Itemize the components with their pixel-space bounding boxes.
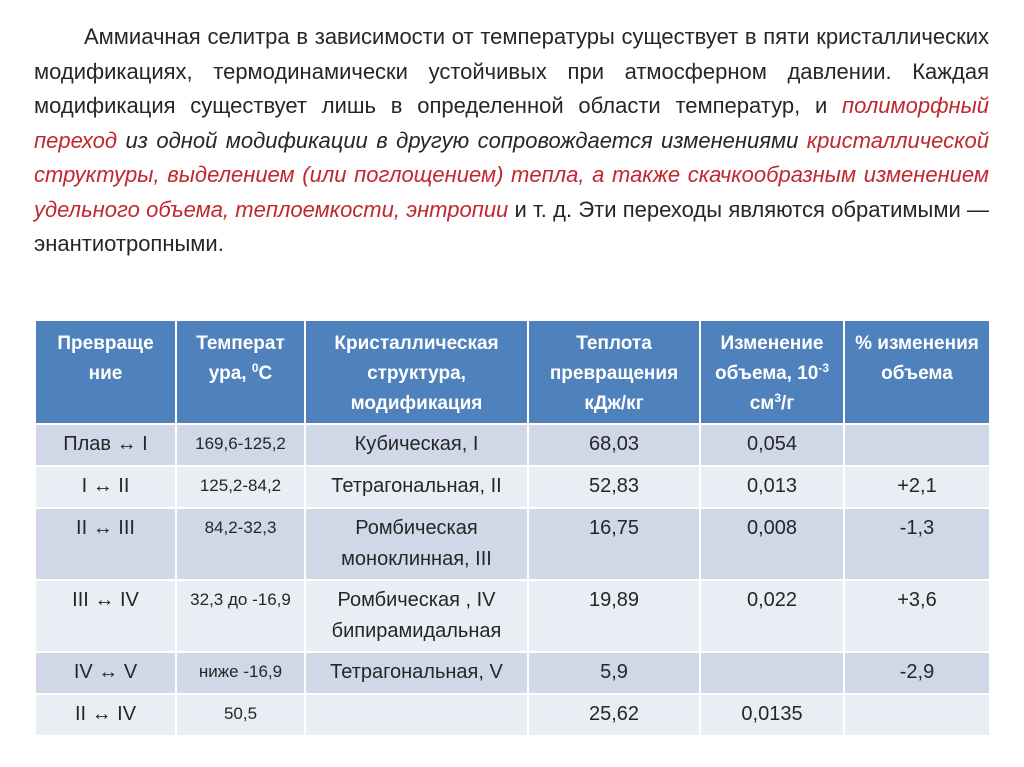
cell-structure: Тетрагональная, V <box>305 652 528 694</box>
cell-transition: II ↔ IV <box>35 694 176 736</box>
cell-volume: 0,054 <box>700 424 844 466</box>
header-transition: Превраще ние <box>35 320 176 424</box>
highlight-changes: кристаллической структуры, выделением (или поглощением) тепла, а также скачкообразным изменением удельного объема, теплоемкости, энтропии <box>34 127 989 222</box>
paragraph-text-1: Аммиачная селитра в зависимости от температуры существует в пяти кристаллических модификациях, термодинамически устойчивых при атмосферном давлении. Каждая модификация существует лишь в определенной области температур, и <box>34 24 989 118</box>
cell-volume <box>700 652 844 694</box>
cell-structure: Кубическая, I <box>305 424 528 466</box>
cell-transition: Плав ↔ I <box>35 424 176 466</box>
cell-transition: I ↔ II <box>35 466 176 508</box>
cell-percent: -2,9 <box>844 652 990 694</box>
cell-percent: +3,6 <box>844 580 990 652</box>
table-row <box>35 424 990 466</box>
cell-percent <box>844 694 990 736</box>
header-structure: Кристаллическая структура, модификация <box>305 320 528 424</box>
cell-transition: II ↔ III <box>35 508 176 580</box>
highlight-polymorphic-transition: полиморфный переход <box>34 93 989 153</box>
cell-temperature: 125,2-84,2 <box>176 466 305 508</box>
intro-paragraph <box>34 20 989 262</box>
cell-temperature: ниже -16,9 <box>176 652 305 694</box>
table-row <box>35 694 990 736</box>
header-temperature: Температ ура, $^0$C <box>176 320 305 424</box>
cell-temperature: 169,6-125,2 <box>176 424 305 466</box>
cell-structure: Ромбическая моноклинная, III <box>305 508 528 580</box>
cell-structure: Тетрагональная, II <box>305 466 528 508</box>
cell-volume: 0,022 <box>700 580 844 652</box>
header-percent-change: % изменения объема <box>844 320 990 424</box>
cell-percent: +2,1 <box>844 466 990 508</box>
table-row <box>35 466 990 508</box>
cell-volume: 0,008 <box>700 508 844 580</box>
table-row <box>35 652 990 694</box>
transitions-table <box>34 319 991 737</box>
cell-temperature: 84,2-32,3 <box>176 508 305 580</box>
cell-volume: 0,013 <box>700 466 844 508</box>
cell-temperature: 32,3 до -16,9 <box>176 580 305 652</box>
cell-heat: 68,03 <box>528 424 700 466</box>
table-header-row <box>35 320 990 424</box>
cell-structure: Ромбическая , IV бипирамидальная <box>305 580 528 652</box>
cell-transition: IV ↔ V <box>35 652 176 694</box>
cell-heat: 5,9 <box>528 652 700 694</box>
header-volume-change: Изменение объема, $10^{-3}$ $см^3/г$ <box>700 320 844 424</box>
paragraph-text-3: и т. д. Эти переходы являются обратимыми — энантиотропными. <box>34 196 989 256</box>
cell-transition: III ↔ IV <box>35 580 176 652</box>
paragraph-text-2: из одной модификации в другую сопровождается изменениями <box>117 127 807 153</box>
header-heat: Теплота превращения кДж/кг <box>528 320 700 424</box>
cell-percent: -1,3 <box>844 508 990 580</box>
table-row <box>35 580 990 652</box>
table-row <box>35 508 990 580</box>
cell-heat: 19,89 <box>528 580 700 652</box>
cell-heat: 25,62 <box>528 694 700 736</box>
cell-heat: 52,83 <box>528 466 700 508</box>
cell-structure <box>305 694 528 736</box>
cell-temperature: 50,5 <box>176 694 305 736</box>
cell-heat: 16,75 <box>528 508 700 580</box>
cell-volume: 0,0135 <box>700 694 844 736</box>
cell-percent <box>844 424 990 466</box>
